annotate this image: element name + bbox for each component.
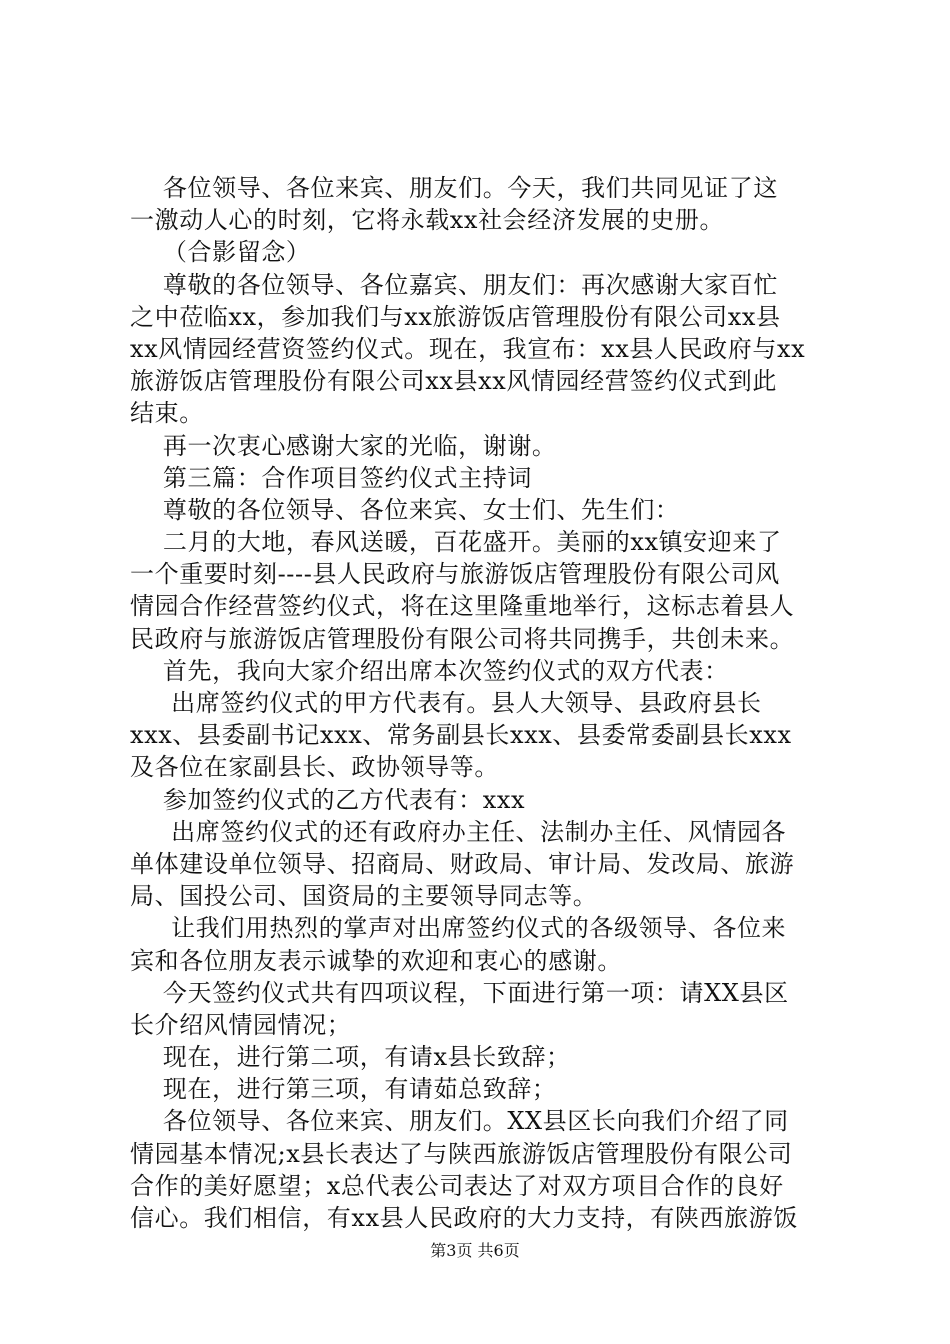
text-line: 旅游饭店管理股份有限公司xx县xx风情园经营签约仪式到此 <box>130 367 777 396</box>
text-line: 二月的大地，春风送暖，百花盛开。美丽的xx镇安迎来了 <box>130 528 782 557</box>
text-line: 各位领导、各位来宾、朋友们。今天，我们共同见证了这 <box>130 174 778 202</box>
text-line: 现在，进行第三项，有请茹总致辞； <box>130 1075 557 1104</box>
text-line: 局、国投公司、国资局的主要领导同志等。 <box>130 882 598 911</box>
text-line: 一激动人心的时刻，它将永载xx社会经济发展的史册。 <box>130 206 725 235</box>
text-line: 之中莅临xx，参加我们与xx旅游饭店管理股份有限公司xx县 <box>130 302 781 331</box>
text-line: xx风情园经营资签约仪式。现在，我宣布：xx县人民政府与xx <box>130 334 806 363</box>
text-line: 信心。我们相信，有xx县人民政府的大力支持，有陕西旅游饭 <box>130 1204 798 1232</box>
text-line: （合影留念） <box>130 238 311 267</box>
text-line: 及各位在家副县长、政协领导等。 <box>130 753 499 782</box>
text-line: 各位领导、各位来宾、朋友们。XX县区长向我们介绍了同 <box>130 1107 789 1136</box>
text-line: 首先，我向大家介绍出席本次签约仪式的双方代表： <box>130 656 729 685</box>
text-line: 尊敬的各位领导、各位来宾、女士们、先生们： <box>130 495 680 524</box>
text-line: 情园合作经营签约仪式，将在这里隆重地举行，这标志着县人 <box>130 592 795 621</box>
text-line: 参加签约仪式的乙方代表有：xxx <box>130 785 526 814</box>
text-line: 尊敬的各位领导、各位嘉宾、朋友们：再次感谢大家百忙 <box>130 270 778 299</box>
text-line: 一个重要时刻----县人民政府与旅游饭店管理股份有限公司风 <box>130 560 780 589</box>
text-line: 出席签约仪式的还有政府办主任、法制办主任、风情园各 <box>130 817 787 846</box>
text-line: 合作的美好愿望；x总代表公司表达了对双方项目合作的良好 <box>130 1171 784 1200</box>
text-line: 现在，进行第二项，有请x县长致辞； <box>130 1043 571 1072</box>
text-line: 再一次衷心感谢大家的光临，谢谢。 <box>130 431 557 460</box>
text-line: 长介绍风情园情况； <box>130 1010 352 1039</box>
text-line: 今天签约仪式共有四项议程，下面进行第一项：请XX县区 <box>130 978 789 1007</box>
text-line: 单体建设单位领导、招商局、财政局、审计局、发改局、旅游 <box>130 849 795 878</box>
text-line: xxx、县委副书记xxx、常务副县长xxx、县委常委副县长xxx <box>130 721 792 750</box>
page-number-footer: 第3页 共6页 <box>430 1241 520 1260</box>
document-body <box>130 172 830 1234</box>
section-heading: 第三篇：合作项目签约仪式主持词 <box>130 463 532 492</box>
text-line: 宾和各位朋友表示诚挚的欢迎和衷心的感谢。 <box>130 946 622 975</box>
text-line: 结束。 <box>130 399 204 428</box>
text-line: 民政府与旅游饭店管理股份有限公司将共同携手，共创未来。 <box>130 624 795 653</box>
text-line: 情园基本情况;x县长表达了与陕西旅游饭店管理股份有限公司 <box>130 1139 793 1168</box>
text-line: 出席签约仪式的甲方代表有。县人大领导、县政府县长 <box>130 689 762 717</box>
text-line: 让我们用热烈的掌声对出席签约仪式的各级领导、各位来 <box>130 914 787 943</box>
